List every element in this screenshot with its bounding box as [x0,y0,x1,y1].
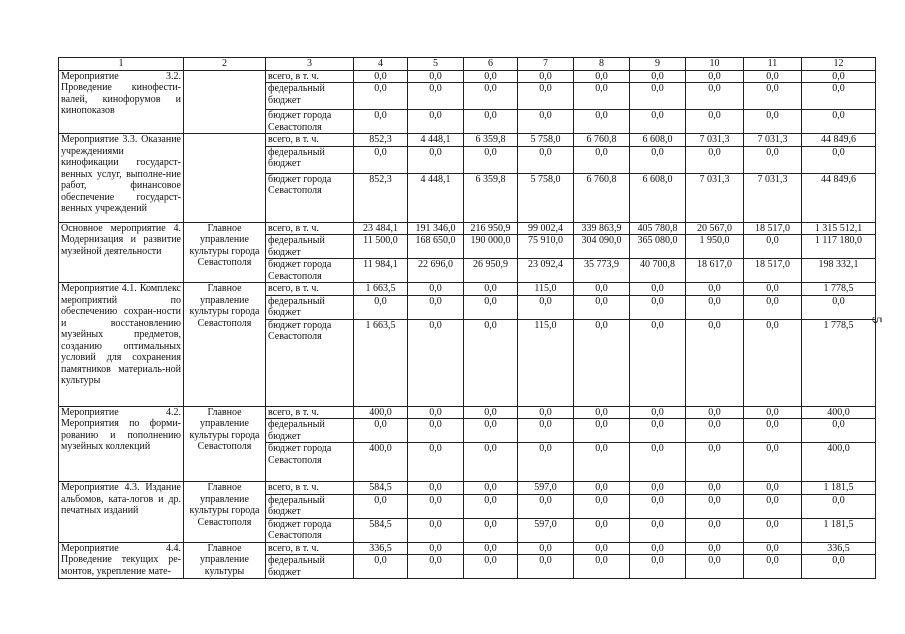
amount-cell: 0,0 [630,83,686,110]
amount-cell: 0,0 [464,542,518,555]
amount-cell: 4 448,1 [408,173,464,222]
amount-cell: 191 346,0 [408,222,464,235]
amount-cell: 0,0 [630,542,686,555]
amount-cell: 0,0 [630,555,686,579]
amount-cell: 400,0 [354,406,408,419]
funding-source-cell: всего, в т. ч. [266,134,354,147]
amount-cell: 35 773,9 [574,259,630,283]
amount-cell: 0,0 [574,443,630,482]
amount-cell: 6 760,8 [574,173,630,222]
amount-cell: 0,0 [354,555,408,579]
amount-cell: 6 608,0 [630,134,686,147]
amount-cell: 0,0 [574,406,630,419]
amount-cell: 0,0 [802,494,876,518]
amount-cell: 0,0 [744,283,802,296]
amount-cell: 0,0 [354,419,408,443]
amount-cell: 0,0 [630,406,686,419]
amount-cell: 0,0 [408,542,464,555]
table-row [59,406,876,419]
amount-cell: 0,0 [518,555,574,579]
amount-cell: 23 092,4 [518,259,574,283]
amount-cell: 0,0 [630,110,686,134]
column-number-row [59,58,876,71]
amount-cell: 5 758,0 [518,173,574,222]
header-cell: 3 [266,58,354,71]
amount-cell: 0,0 [686,295,744,319]
amount-cell: 0,0 [464,146,518,173]
amount-cell: 0,0 [464,283,518,296]
amount-cell: 0,0 [518,419,574,443]
amount-cell: 0,0 [464,482,518,495]
amount-cell: 0,0 [408,482,464,495]
amount-cell: 0,0 [630,70,686,83]
amount-cell: 18 617,0 [686,259,744,283]
amount-cell: 4 448,1 [408,134,464,147]
measure-name-cell: Мероприятие 4.2. Мероприятия по форми-рованию и пополнению музейных коллекций [59,406,184,482]
amount-cell: 1 117 180,0 [802,235,876,259]
funding-source-cell: бюджет города Севастополя [266,518,354,542]
amount-cell: 0,0 [354,83,408,110]
responsible-cell [184,70,266,134]
responsible-cell: Главное управление культуры города Севастополя [184,222,266,283]
header-cell: 11 [744,58,802,71]
amount-cell: 7 031,3 [744,173,802,222]
amount-cell: 0,0 [408,443,464,482]
amount-cell: 0,0 [574,295,630,319]
amount-cell: 0,0 [686,482,744,495]
funding-source-cell: бюджет города Севастополя [266,173,354,222]
responsible-cell [184,134,266,223]
amount-cell: 0,0 [686,319,744,406]
amount-cell: 400,0 [802,443,876,482]
amount-cell: 44 849,6 [802,134,876,147]
amount-cell: 0,0 [630,283,686,296]
amount-cell: 0,0 [744,235,802,259]
amount-cell: 0,0 [630,295,686,319]
amount-cell: 0,0 [630,482,686,495]
amount-cell: 0,0 [464,295,518,319]
amount-cell: 0,0 [744,110,802,134]
amount-cell: 190 000,0 [464,235,518,259]
funding-source-cell: всего, в т. ч. [266,542,354,555]
amount-cell: 0,0 [686,518,744,542]
amount-cell: 216 950,9 [464,222,518,235]
amount-cell: 0,0 [744,406,802,419]
amount-cell: 339 863,9 [574,222,630,235]
amount-cell: 0,0 [574,110,630,134]
amount-cell: 1 950,0 [686,235,744,259]
amount-cell: 336,5 [802,542,876,555]
amount-cell: 0,0 [744,443,802,482]
amount-cell: 400,0 [802,406,876,419]
amount-cell: 18 517,0 [744,222,802,235]
amount-cell: 7 031,3 [686,134,744,147]
amount-cell: 0,0 [744,70,802,83]
header-cell: 10 [686,58,744,71]
table-row [59,283,876,296]
table-row [59,482,876,495]
header-cell: 9 [630,58,686,71]
header-cell: 6 [464,58,518,71]
amount-cell: 0,0 [574,283,630,296]
amount-cell: 0,0 [744,319,802,406]
funding-source-cell: всего, в т. ч. [266,283,354,296]
amount-cell: 0,0 [744,83,802,110]
amount-cell: 0,0 [518,542,574,555]
amount-cell: 0,0 [408,319,464,406]
amount-cell: 6 608,0 [630,173,686,222]
amount-cell: 852,3 [354,173,408,222]
amount-cell: 0,0 [686,146,744,173]
amount-cell: 0,0 [408,295,464,319]
amount-cell: 0,0 [354,494,408,518]
measure-name-cell: Мероприятие 4.4. Проведение текущих ре-монтов, укрепление мате- [59,542,184,579]
amount-cell: 1 778,5 [802,319,876,406]
amount-cell: 1 181,5 [802,482,876,495]
amount-cell: 6 359,8 [464,173,518,222]
amount-cell: 0,0 [744,494,802,518]
amount-cell: 0,0 [518,494,574,518]
amount-cell: 0,0 [744,542,802,555]
amount-cell: 0,0 [518,70,574,83]
amount-cell: 0,0 [408,146,464,173]
amount-cell: 0,0 [354,295,408,319]
header-cell: 5 [408,58,464,71]
amount-cell: 0,0 [464,555,518,579]
header-cell: 1 [59,58,184,71]
amount-cell: 304 090,0 [574,235,630,259]
amount-cell: 99 002,4 [518,222,574,235]
amount-cell: 40 700,8 [630,259,686,283]
amount-cell: 0,0 [408,110,464,134]
amount-cell: 198 332,1 [802,259,876,283]
responsible-cell: Главное управление культуры города Севастополя [184,283,266,407]
amount-cell: 1 315 512,1 [802,222,876,235]
amount-cell: 0,0 [408,70,464,83]
amount-cell: 0,0 [574,319,630,406]
header-cell: 2 [184,58,266,71]
amount-cell: 0,0 [518,295,574,319]
funding-source-cell: федеральный бюджет [266,555,354,579]
measure-name-cell: Мероприятие 3.2. Проведение кинофести-валей, кинофорумов и кинопоказов [59,70,184,134]
responsible-cell: Главное управление культуры [184,542,266,579]
measure-name-cell: Основное мероприятие 4. Модернизация и развитие музейной деятельности [59,222,184,283]
amount-cell: 0,0 [802,419,876,443]
amount-cell: 0,0 [744,518,802,542]
amount-cell: 6 359,8 [464,134,518,147]
funding-source-cell: федеральный бюджет [266,494,354,518]
table-row [59,542,876,555]
amount-cell: 0,0 [464,494,518,518]
amount-cell: 0,0 [518,83,574,110]
amount-cell: 0,0 [630,443,686,482]
funding-source-cell: федеральный бюджет [266,146,354,173]
amount-cell: 597,0 [518,518,574,542]
amount-cell: 0,0 [574,83,630,110]
header-cell: 4 [354,58,408,71]
amount-cell: 0,0 [408,419,464,443]
amount-cell: 75 910,0 [518,235,574,259]
amount-cell: 11 500,0 [354,235,408,259]
amount-cell: 0,0 [464,419,518,443]
table-body [59,58,876,579]
amount-cell: 0,0 [686,555,744,579]
amount-cell: 0,0 [802,555,876,579]
amount-cell: 0,0 [354,146,408,173]
amount-cell: 0,0 [744,295,802,319]
responsible-cell: Главное управление культуры города Севастополя [184,482,266,543]
amount-cell: 405 780,8 [630,222,686,235]
amount-cell: 0,0 [686,283,744,296]
amount-cell: 584,5 [354,482,408,495]
amount-cell: 0,0 [518,406,574,419]
amount-cell: 7 031,3 [686,173,744,222]
amount-cell: 0,0 [686,110,744,134]
amount-cell: 0,0 [630,146,686,173]
amount-cell: 0,0 [574,542,630,555]
measure-name-cell: Мероприятие 4.3. Издание альбомов, ката-логов и др. печатных изданий [59,482,184,543]
amount-cell: 0,0 [518,146,574,173]
amount-cell: 0,0 [354,110,408,134]
funding-source-cell: федеральный бюджет [266,295,354,319]
amount-cell: 0,0 [802,146,876,173]
table-row [59,70,876,83]
amount-cell: 0,0 [574,146,630,173]
amount-cell: 0,0 [464,406,518,419]
amount-cell: 5 758,0 [518,134,574,147]
amount-cell: 0,0 [686,542,744,555]
amount-cell: 0,0 [574,555,630,579]
amount-cell: 0,0 [630,494,686,518]
amount-cell: 0,0 [464,70,518,83]
funding-source-cell: всего, в т. ч. [266,482,354,495]
amount-cell: 400,0 [354,443,408,482]
amount-cell: 0,0 [802,110,876,134]
amount-cell: 115,0 [518,319,574,406]
amount-cell: 6 760,8 [574,134,630,147]
measure-name-cell: Мероприятие 4.1. Комплекс мероприятий по обеспечению сохран-ности и восстановлению музейных предметов, созданию оптимальных условий для сохранения памятников материаль-ной культуры [59,283,184,407]
amount-cell: 0,0 [574,482,630,495]
amount-cell: 1 663,5 [354,319,408,406]
amount-cell: 168 650,0 [408,235,464,259]
amount-cell: 0,0 [464,83,518,110]
amount-cell: 0,0 [802,70,876,83]
funding-source-cell: всего, в т. ч. [266,222,354,235]
amount-cell: 0,0 [744,146,802,173]
amount-cell: 115,0 [518,283,574,296]
amount-cell: 0,0 [574,518,630,542]
amount-cell: 0,0 [686,494,744,518]
funding-source-cell: бюджет города Севастополя [266,259,354,283]
amount-cell: 1 181,5 [802,518,876,542]
funding-source-cell: бюджет города Севастополя [266,443,354,482]
table-row [59,222,876,235]
funding-source-cell: бюджет города Севастополя [266,319,354,406]
page-number: 5 [868,316,884,324]
amount-cell: 0,0 [518,443,574,482]
amount-cell: 0,0 [686,443,744,482]
amount-cell: 0,0 [408,518,464,542]
funding-source-cell: федеральный бюджет [266,83,354,110]
amount-cell: 597,0 [518,482,574,495]
amount-cell: 0,0 [686,406,744,419]
amount-cell: 0,0 [630,319,686,406]
amount-cell: 0,0 [408,494,464,518]
funding-source-cell: федеральный бюджет [266,235,354,259]
amount-cell: 0,0 [408,283,464,296]
header-cell: 7 [518,58,574,71]
amount-cell: 336,5 [354,542,408,555]
amount-cell: 0,0 [464,319,518,406]
amount-cell: 26 950,9 [464,259,518,283]
amount-cell: 0,0 [574,70,630,83]
amount-cell: 0,0 [408,406,464,419]
amount-cell: 0,0 [630,419,686,443]
measure-name-cell: Мероприятие 3.3. Оказание учреждениями кинофикации государст-венных услуг, выполне-ние работ, финансовое обеспечение государст-венных учреждений [59,134,184,223]
amount-cell: 44 849,6 [802,173,876,222]
amount-cell: 0,0 [464,110,518,134]
funding-source-cell: всего, в т. ч. [266,406,354,419]
amount-cell: 0,0 [744,482,802,495]
table-row [59,134,876,147]
amount-cell: 0,0 [630,518,686,542]
amount-cell: 0,0 [574,419,630,443]
amount-cell: 584,5 [354,518,408,542]
amount-cell: 0,0 [518,110,574,134]
amount-cell: 1 778,5 [802,283,876,296]
amount-cell: 0,0 [464,443,518,482]
amount-cell: 0,0 [464,518,518,542]
funding-source-cell: всего, в т. ч. [266,70,354,83]
amount-cell: 0,0 [802,83,876,110]
amount-cell: 0,0 [408,555,464,579]
amount-cell: 0,0 [744,419,802,443]
amount-cell: 0,0 [744,555,802,579]
budget-table [58,57,876,579]
amount-cell: 852,3 [354,134,408,147]
amount-cell: 0,0 [802,295,876,319]
header-cell: 12 [802,58,876,71]
amount-cell: 20 567,0 [686,222,744,235]
amount-cell: 18 517,0 [744,259,802,283]
amount-cell: 1 663,5 [354,283,408,296]
amount-cell: 0,0 [686,83,744,110]
amount-cell: 365 080,0 [630,235,686,259]
amount-cell: 11 984,1 [354,259,408,283]
amount-cell: 23 484,1 [354,222,408,235]
amount-cell: 0,0 [686,70,744,83]
funding-source-cell: бюджет города Севастополя [266,110,354,134]
amount-cell: 0,0 [408,83,464,110]
header-cell: 8 [574,58,630,71]
amount-cell: 0,0 [354,70,408,83]
amount-cell: 22 696,0 [408,259,464,283]
responsible-cell: Главное управление культуры города Севастополя [184,406,266,482]
amount-cell: 0,0 [686,419,744,443]
amount-cell: 0,0 [574,494,630,518]
amount-cell: 7 031,3 [744,134,802,147]
funding-source-cell: федеральный бюджет [266,419,354,443]
